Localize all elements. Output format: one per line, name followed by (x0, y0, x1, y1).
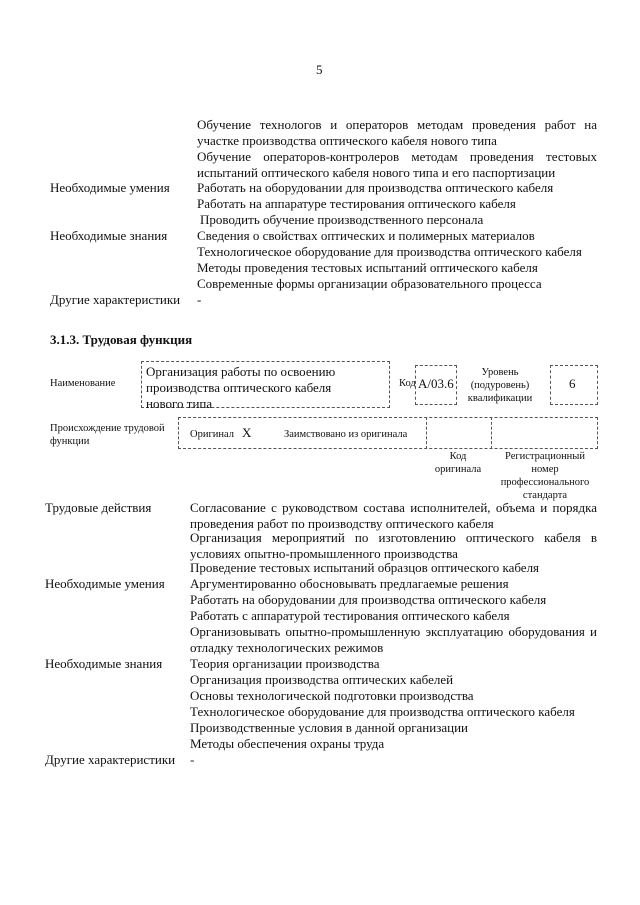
section1-knowledge-3: Методы проведения тестовых испытаний оптического кабеля (197, 260, 538, 275)
section2-other-value: - (190, 752, 195, 767)
origin-divider-1 (426, 417, 427, 449)
origin-divider-2 (491, 417, 492, 449)
section2-skill-3: Работать с аппаратурой тестирования оптического кабеля (190, 608, 510, 623)
section1-item-1: Обучение технологов и операторов методам проведения работ на участке производства оптического кабеля нового типа (197, 117, 597, 148)
section2-skills-label: Необходимые умения (45, 576, 165, 591)
actions-label: Трудовые действия (45, 500, 152, 515)
section2-knowledge-label: Необходимые знания (45, 656, 163, 671)
section2-knowledge-6: Методы обеспечения охраны труда (190, 736, 385, 751)
original-label: Оригинал (190, 429, 234, 440)
reg-number-label: Регистрационный номер профессионального стандарта (500, 451, 590, 501)
section2-skill-4: Организовывать опытно-промышленную эксплуатацию оборудования и отладку технологических режимов (190, 624, 597, 655)
action-2: Организация мероприятий по изготовлению оптического кабеля в условиях опытно-промышленного производства (190, 530, 597, 561)
page-number: 5 (316, 62, 323, 77)
borrowed-label: Заимствовано из оригинала (284, 429, 408, 440)
level-label: Уровень (подуровень) квалификации (467, 367, 533, 404)
section1-knowledge-2: Технологическое оборудование для производства оптического кабеля (197, 244, 582, 259)
section1-item-2: Обучение операторов-контролеров методам проведения тестовых испытаний оптического кабеля нового типа и его паспортизации (197, 149, 597, 180)
section1-knowledge-4: Современные формы организации образовательного процесса (197, 276, 542, 291)
section1-knowledge-1: Сведения о свойствах оптических и полимерных материалов (197, 228, 535, 243)
code-value: A/03.6 (418, 376, 454, 391)
name-value: Организация работы по освоению производства оптического кабеля нового типа (146, 364, 336, 411)
origin-label: Происхождение трудовой функции (50, 423, 165, 447)
section2-skill-2: Работать на оборудовании для производства оптического кабеля (190, 592, 547, 607)
section2-skill-1: Аргументированно обосновывать предлагаемые решения (190, 576, 509, 591)
name-label: Наименование (50, 378, 116, 389)
section1-other-value: - (197, 292, 202, 307)
section2-knowledge-4: Технологическое оборудование для производства оптического кабеля (190, 704, 575, 719)
section1-skills-label: Необходимые умения (50, 180, 170, 195)
section2-knowledge-3: Основы технологической подготовки производства (190, 688, 474, 703)
section1-skill-2: Работать на аппаратуре тестирования оптического кабеля (197, 196, 516, 211)
section2-knowledge-2: Организация производства оптических кабелей (190, 672, 454, 687)
action-1: Согласование с руководством состава исполнителей, объема и порядка проведения работ по производству оптического кабеля (190, 500, 597, 531)
section-title: 3.1.3. Трудовая функция (50, 332, 193, 347)
section1-knowledge-label: Необходимые знания (50, 228, 168, 243)
code-original-label: Код оригинала (434, 451, 482, 475)
section1-skill-1: Работать на оборудовании для производства оптического кабеля (197, 180, 554, 195)
section2-knowledge-5: Производственные условия в данной организации (190, 720, 468, 735)
section2-other-label: Другие характеристики (45, 752, 176, 767)
section1-other-label: Другие характеристики (50, 292, 181, 307)
section2-knowledge-1: Теория организации производства (190, 656, 380, 671)
original-mark: X (242, 425, 252, 440)
level-value: 6 (569, 376, 576, 391)
section1-skill-3: Проводить обучение производственного персонала (200, 212, 484, 227)
action-3: Проведение тестовых испытаний образцов оптического кабеля (190, 560, 540, 575)
code-label: Код (399, 378, 416, 389)
